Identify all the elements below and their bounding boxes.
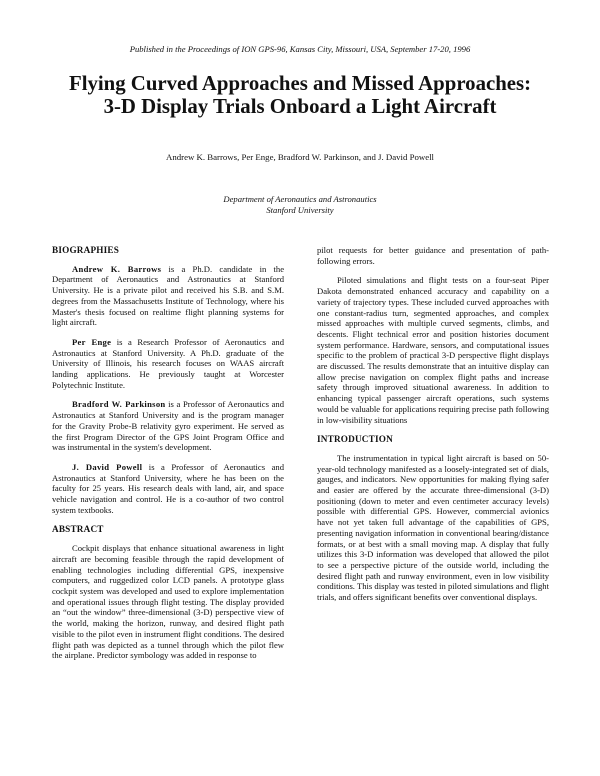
introduction-heading: INTRODUCTION	[317, 434, 393, 445]
biography-text: is a Research Professor of Aeronautics and Astronautics at Stanford University. A Ph.D. graduate of the University of Illinois, his research focuses on WAAS aircraft landing applications. He previously taught at Worcester Polytechnic Institute.	[52, 336, 284, 390]
biography-barrows	[52, 264, 284, 328]
biography-text: is a Ph.D. candidate in the Department of Aeronautics and Astronautics at Stanford University. He is a private pilot and received his S.B. and S.M. degrees from the Massachusetts Institute of Technology, where his Master's thesis focused on realtime flight planning systems for light aircraft.	[52, 263, 285, 328]
biography-parkinson	[52, 399, 284, 453]
abstract-heading: ABSTRACT	[52, 524, 104, 535]
biography-enge	[52, 337, 284, 391]
left-column	[52, 245, 284, 670]
right-column	[317, 245, 549, 612]
publication-note: Published in the Proceedings of ION GPS-96, Kansas City, Missouri, USA, September 17-20, 1996	[129, 44, 471, 54]
biography-text: is a Professor of Aeronautics and Astronautics at Stanford University and is the program manager for the Gravity Probe-B relativity gyro experiment. He served as the first Program Director of the GPS Joint Program Office and was instrumental in the system's development.	[52, 399, 285, 453]
biography-powell	[52, 462, 284, 516]
affiliation	[0, 194, 600, 216]
paper-title	[30, 72, 570, 118]
biography-name: J. David Powell	[72, 461, 143, 472]
biography-name: Andrew K. Barrows	[72, 263, 162, 274]
affiliation-department: Department of Aeronautics and Astronautics	[223, 194, 377, 204]
biography-name: Bradford W. Parkinson	[72, 399, 166, 410]
biography-text: is a Professor of Aeronautics and Astronautics at Stanford University, where he has been on the faculty for 25 years. His research deals with land, air, and space vehicle navigation and control. He is a co-author of two control system textbooks.	[52, 461, 285, 515]
abstract-paragraph-2: Piloted simulations and flight tests on a four-seat Piper Dakota demonstrated enhanced accuracy and capability on a variety of trajectory types. These included curved approaches with one constant-radius turn, segmented approaches, and complex missed approaches with multiple curved segments, climbs, and descents. Flight technical error and position histories document system performance. Hardware, sensors, and computational issues specific to the problem of practical 3-D perspective flight displays are discussed. The results demonstrate that an intuitive display can allow precise navigation on complex flight paths and increase safety through improved situational awareness. In addition to enhancing typical passenger aircraft operations, such systems would be valuable for applications requiring precise path following in low-visibility situations	[317, 275, 549, 425]
title-line-1: Flying Curved Approaches and Missed Approaches:	[68, 72, 532, 95]
abstract-paragraph-1-continued: pilot requests for better guidance and presentation of path-following errors.	[317, 245, 549, 266]
abstract-paragraph-1: Cockpit displays that enhance situational awareness in light aircraft are becoming feasible through the rapid development of enabling technologies including differential GPS, inexpensive computers, and ruggedized color LCD panels. A prototype glass cockpit system was developed and used to explore implementation and operational issues through flight testing. The display provided an “out the window” three-dimensional (3-D) perspective view of the world, making the horizon, runway, and desired flight path visible to the pilot even in instrument flight conditions. The desired flight path was depicted as a tunnel through which the pilot flew the airplane. Predictor symbology was added in response to	[52, 543, 284, 661]
biography-name: Per Enge	[72, 336, 112, 347]
biographies-heading: BIOGRAPHIES	[52, 245, 120, 255]
introduction-paragraph-1: The instrumentation in typical light aircraft is based on 50-year-old technology manifested as a loosely-integrated set of dials, gauges, and indicators. New opportunities for making flying safer and easier are offered by the accurate three-dimensional (3-D) positioning (down to meter and even centimeter accuracy levels) possible with differential GPS. However, commercial avionics have not yet taken full advantage of the capabilities of GPS, presenting navigation information in conventional bearing/distance formats, or at best with a small moving map. A display that fully utilizes this 3-D information was developed that allowed the pilot to see a perspective picture of the outside world, including the desired flight path and runway environment, even in low visibility conditions. This display was tested in piloted simulations and flight trials, and offers significant benefits over conventional displays.	[317, 452, 549, 603]
title-line-2: 3-D Display Trials Onboard a Light Aircraft	[103, 95, 497, 118]
affiliation-university: Stanford University	[266, 205, 334, 215]
author-list: Andrew K. Barrows, Per Enge, Bradford W. Parkinson, and J. David Powell	[165, 152, 435, 162]
